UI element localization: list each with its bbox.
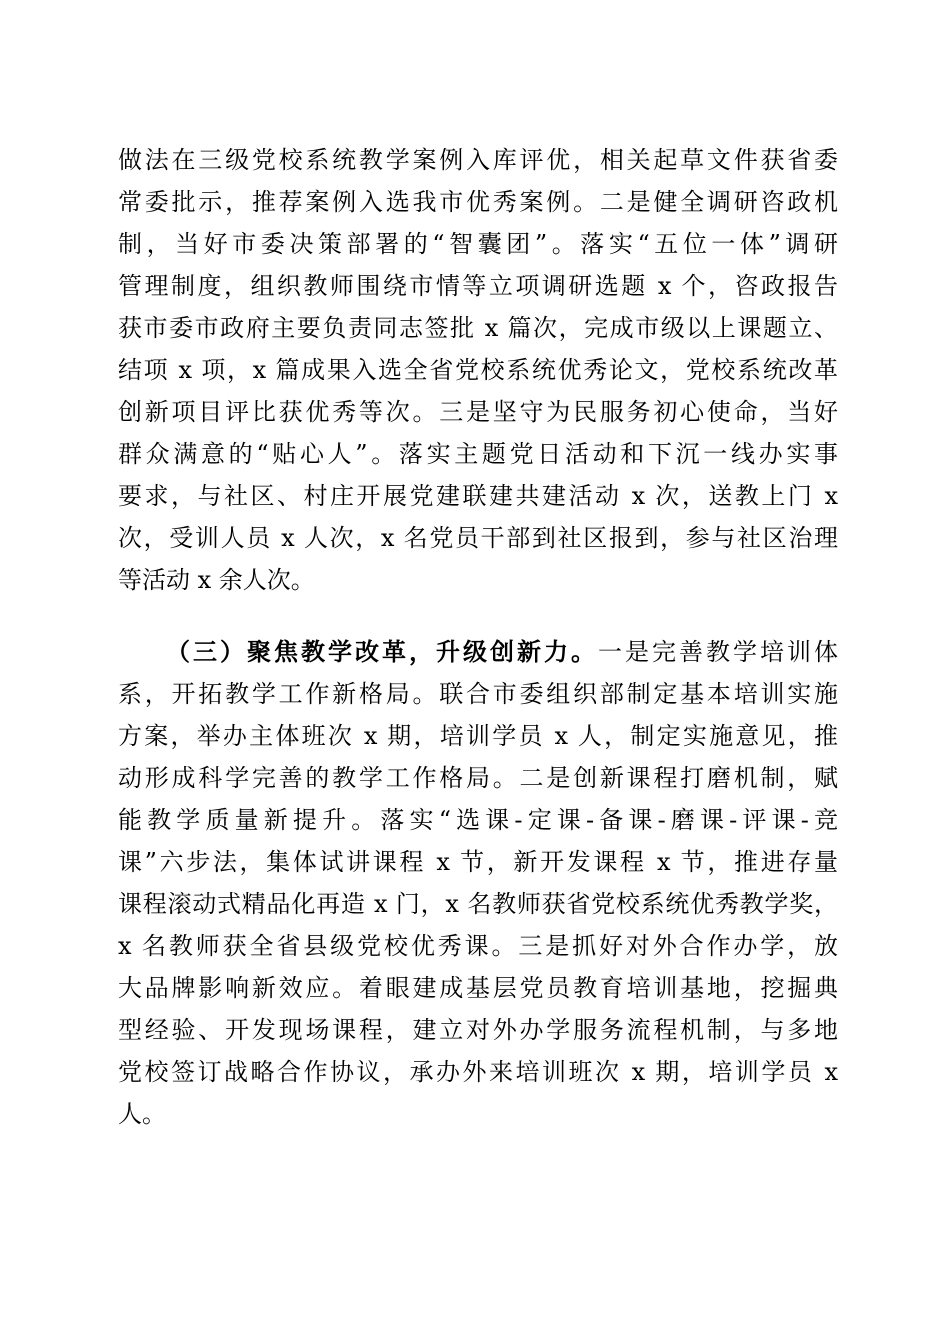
- paragraph-2-line-11: 党校签订战略合作协议，承办外来培训班次 x 期，培训学员 x: [118, 1058, 838, 1086]
- paragraph-1-line-4: 管理制度，组织教师围绕市情等立项调研选题 x 个，咨政报告: [118, 272, 838, 300]
- paragraph-2-line-2: 系，开拓教学工作新格局。联合市委组织部制定基本培训实施: [118, 680, 838, 708]
- paragraph-1-line-7: 创新项目评比获优秀等次。三是坚守为民服务初心使命，当好: [118, 398, 838, 426]
- paragraph-1-line-1: 做法在三级党校系统教学案例入库评优，相关起草文件获省委: [118, 146, 838, 174]
- paragraph-2-line-1-rest: 一是完善教学培训体: [598, 638, 838, 666]
- section-heading: （三）聚焦教学改革，升级创新力。: [166, 637, 598, 666]
- paragraph-1-line-2: 常委批示，推荐案例入选我市优秀案例。二是健全调研咨政机: [118, 188, 838, 216]
- paragraph-2-line-6: 课”六步法，集体试讲课程 x 节，新开发课程 x 节，推进存量: [118, 848, 838, 876]
- paragraph-1-line-6: 结项 x 项，x 篇成果入选全省党校系统优秀论文，党校系统改革: [118, 356, 838, 384]
- paragraph-2-line-5: 能教学质量新提升。落实“选课-定课-备课-磨课-评课-竞: [118, 806, 838, 834]
- paragraph-2-line-12: 人。: [118, 1100, 166, 1128]
- paragraph-1-line-3: 制，当好市委决策部署的“智囊团”。落实“五位一体”调研: [118, 230, 838, 258]
- paragraph-1-line-11: 等活动 x 余人次。: [118, 566, 315, 594]
- paragraph-1-line-5: 获市委市政府主要负责同志签批 x 篇次，完成市级以上课题立、: [118, 314, 838, 342]
- paragraph-1-line-10: 次，受训人员 x 人次，x 名党员干部到社区报到，参与社区治理: [118, 524, 838, 552]
- paragraph-2-line-3: 方案，举办主体班次 x 期，培训学员 x 人，制定实施意见，推: [118, 722, 838, 750]
- paragraph-2-line-10: 型经验、开发现场课程，建立对外办学服务流程机制，与多地: [118, 1016, 838, 1044]
- paragraph-1-line-8: 群众满意的“贴心人”。落实主题党日活动和下沉一线办实事: [118, 440, 838, 468]
- paragraph-2-line-1: [166, 632, 838, 672]
- paragraph-2-line-7: 课程滚动式精品化再造 x 门，x 名教师获省党校系统优秀教学奖，: [118, 890, 838, 918]
- paragraph-2-line-4: 动形成科学完善的教学工作格局。二是创新课程打磨机制，赋: [118, 764, 838, 792]
- paragraph-2-line-9: 大品牌影响新效应。着眼建成基层党员教育培训基地，挖掘典: [118, 974, 838, 1002]
- paragraph-2-line-8: x 名教师获全省县级党校优秀课。三是抓好对外合作办学，放: [118, 932, 838, 960]
- paragraph-1-line-9: 要求，与社区、村庄开展党建联建共建活动 x 次，送教上门 x: [118, 482, 838, 510]
